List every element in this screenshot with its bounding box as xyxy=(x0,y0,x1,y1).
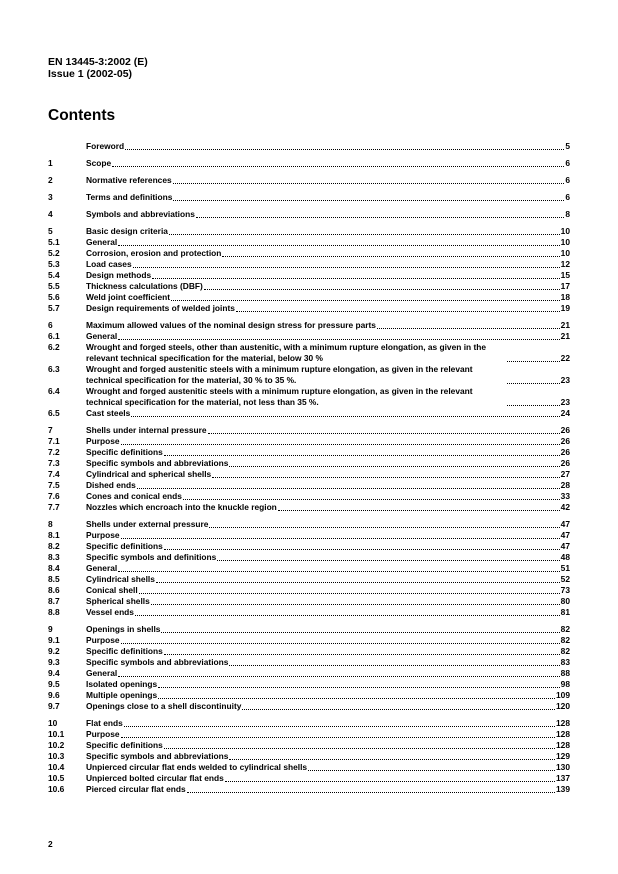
toc-entry-number: 5.1 xyxy=(48,237,60,247)
issue-label: Issue 1 (2002-05) xyxy=(48,68,133,80)
toc-entry[interactable] xyxy=(48,530,570,541)
toc-entry-title: Conical shell xyxy=(86,585,138,595)
toc-entry-number: 8 xyxy=(48,519,53,529)
toc-dot-leader xyxy=(152,278,560,279)
toc-dot-leader xyxy=(164,549,560,550)
toc-entry-number: 7.7 xyxy=(48,502,60,512)
toc-entry-title: Foreword xyxy=(86,141,125,151)
toc-entry-title: Openings in shells xyxy=(86,624,161,634)
table-of-contents xyxy=(48,141,570,795)
toc-entry-page: 47 xyxy=(560,530,570,540)
toc-entry[interactable] xyxy=(48,585,570,596)
toc-entry-number: 9 xyxy=(48,624,53,634)
toc-entry-page: 27 xyxy=(560,469,570,479)
toc-entry-title: Wrought and forged austenitic steels with a minimum rupture elongation, as given in the relevant technical specification for the material, 30 % to 35 %. xyxy=(86,364,473,385)
toc-entry-title: Basic design criteria xyxy=(86,226,168,236)
toc-dot-leader xyxy=(121,538,560,539)
toc-entry-page: 23 xyxy=(560,375,570,385)
standard-reference: EN 13445-3:2002 (E) xyxy=(48,56,148,68)
toc-entry[interactable] xyxy=(48,469,570,480)
toc-entry-number: 10.3 xyxy=(48,751,65,761)
toc-dot-leader xyxy=(118,571,559,572)
toc-entry-page: 88 xyxy=(560,668,570,678)
toc-entry-page: 26 xyxy=(560,458,570,468)
toc-entry-page: 129 xyxy=(556,751,570,761)
toc-entry-number: 8.7 xyxy=(48,596,60,606)
toc-entry-title: Corrosion, erosion and protection xyxy=(86,248,222,258)
toc-entry-page: 21 xyxy=(560,331,570,341)
toc-entry-number: 7.5 xyxy=(48,480,60,490)
toc-entry-number: 6.4 xyxy=(48,386,60,396)
toc-entry-title: Cylindrical shells xyxy=(86,574,155,584)
toc-entry[interactable] xyxy=(48,292,570,303)
toc-entry[interactable] xyxy=(48,646,570,657)
toc-entry-title: Cylindrical and spherical shells xyxy=(86,469,212,479)
toc-entry-page: 120 xyxy=(556,701,570,711)
toc-entry-title: Purpose xyxy=(86,530,120,540)
toc-entry-number: 10.5 xyxy=(48,773,65,783)
toc-entry[interactable] xyxy=(48,690,570,701)
toc-dot-leader xyxy=(208,433,560,434)
toc-entry-number: 7.1 xyxy=(48,436,60,446)
toc-dot-leader xyxy=(222,256,559,257)
toc-entry[interactable] xyxy=(48,635,570,646)
toc-entry[interactable] xyxy=(48,226,570,237)
toc-entry-title: Spherical shells xyxy=(86,596,150,606)
toc-entry-page: 52 xyxy=(560,574,570,584)
toc-entry-title: Purpose xyxy=(86,635,120,645)
toc-entry-page: 128 xyxy=(556,740,570,750)
toc-dot-leader xyxy=(278,510,560,511)
toc-dot-leader xyxy=(507,405,560,406)
toc-entry[interactable] xyxy=(48,331,570,342)
toc-entry-title: Nozzles which encroach into the knuckle region xyxy=(86,502,277,512)
toc-entry-number: 5.4 xyxy=(48,270,60,280)
toc-entry-page: 17 xyxy=(560,281,570,291)
toc-entry[interactable] xyxy=(48,425,570,436)
toc-dot-leader xyxy=(236,311,560,312)
toc-entry-title: Cones and conical ends xyxy=(86,491,182,501)
toc-entry-title: Cast steels xyxy=(86,408,131,418)
toc-entry-page: 130 xyxy=(556,762,570,772)
toc-dot-leader xyxy=(121,444,560,445)
page-number: 2 xyxy=(48,839,53,849)
toc-entry-page: 23 xyxy=(560,397,570,407)
toc-entry[interactable] xyxy=(48,259,570,270)
toc-entry-title: Shells under external pressure xyxy=(86,519,209,529)
toc-entry-number: 7.2 xyxy=(48,447,60,457)
toc-entry-page: 26 xyxy=(560,436,570,446)
toc-entry[interactable] xyxy=(48,574,570,585)
toc-dot-leader xyxy=(209,527,559,528)
toc-entry-number: 7.6 xyxy=(48,491,60,501)
toc-entry[interactable] xyxy=(48,248,570,259)
toc-entry-page: 98 xyxy=(560,679,570,689)
toc-entry-title: Specific definitions xyxy=(86,646,163,656)
toc-dot-leader xyxy=(196,217,564,218)
toc-entry-title: Thickness calculations (DBF) xyxy=(86,281,203,291)
toc-entry[interactable] xyxy=(48,270,570,281)
toc-entry-number: 8.3 xyxy=(48,552,60,562)
toc-entry-title: General xyxy=(86,237,118,247)
toc-dot-leader xyxy=(118,245,559,246)
toc-entry[interactable] xyxy=(48,436,570,447)
toc-dot-leader xyxy=(158,687,559,688)
toc-dot-leader xyxy=(204,289,560,290)
page-title: Contents xyxy=(48,107,116,124)
toc-entry[interactable] xyxy=(48,563,570,574)
toc-entry-number: 6 xyxy=(48,320,53,330)
toc-entry-page: 6 xyxy=(565,158,570,168)
toc-entry-title: Dished ends xyxy=(86,480,136,490)
toc-entry-title: Specific symbols and abbreviations xyxy=(86,458,229,468)
toc-entry-number: 6.2 xyxy=(48,342,60,352)
toc-entry-title: Specific symbols and abbreviations xyxy=(86,657,229,667)
toc-entry-number: 4 xyxy=(48,209,53,219)
toc-entry-title: Terms and definitions xyxy=(86,192,173,202)
toc-entry-page: 12 xyxy=(560,259,570,269)
toc-entry-page: 10 xyxy=(560,248,570,258)
toc-entry[interactable] xyxy=(48,158,570,169)
toc-entry-title: Vessel ends xyxy=(86,607,134,617)
toc-dot-leader xyxy=(173,200,564,201)
toc-entry-title: Pierced circular flat ends xyxy=(86,784,186,794)
toc-entry[interactable] xyxy=(48,552,570,563)
toc-entry-page: 15 xyxy=(560,270,570,280)
toc-dot-leader xyxy=(139,593,560,594)
toc-entry-title: Design methods xyxy=(86,270,152,280)
toc-entry[interactable] xyxy=(48,320,570,331)
toc-entry-number: 6.3 xyxy=(48,364,60,374)
toc-entry-page: 5 xyxy=(565,141,570,151)
toc-entry-number: 8.6 xyxy=(48,585,60,595)
toc-entry-title: Weld joint coefficient xyxy=(86,292,171,302)
toc-entry[interactable] xyxy=(48,386,570,408)
toc-dot-leader xyxy=(308,770,555,771)
toc-entry-title: Purpose xyxy=(86,436,120,446)
toc-entry-page: 26 xyxy=(560,447,570,457)
toc-entry-page: 10 xyxy=(560,226,570,236)
toc-dot-leader xyxy=(377,328,560,329)
toc-entry-page: 28 xyxy=(560,480,570,490)
toc-entry-title: Specific definitions xyxy=(86,740,163,750)
toc-entry[interactable] xyxy=(48,480,570,491)
toc-dot-leader xyxy=(124,726,555,727)
toc-entry-number: 5.7 xyxy=(48,303,60,313)
toc-entry[interactable] xyxy=(48,740,570,751)
toc-entry-number: 9.6 xyxy=(48,690,60,700)
toc-entry-number: 5.6 xyxy=(48,292,60,302)
toc-dot-leader xyxy=(229,466,559,467)
toc-entry-title: Maximum allowed values of the nominal design stress for pressure parts xyxy=(86,320,376,330)
toc-dot-leader xyxy=(173,183,565,184)
toc-entry[interactable] xyxy=(48,491,570,502)
toc-entry-number: 8.5 xyxy=(48,574,60,584)
toc-entry-number: 9.2 xyxy=(48,646,60,656)
toc-entry[interactable] xyxy=(48,679,570,690)
toc-entry-page: 51 xyxy=(560,563,570,573)
toc-entry[interactable] xyxy=(48,237,570,248)
toc-dot-leader xyxy=(158,698,555,699)
toc-entry[interactable] xyxy=(48,519,570,530)
toc-entry-page: 73 xyxy=(560,585,570,595)
toc-entry-page: 82 xyxy=(560,635,570,645)
toc-entry-page: 21 xyxy=(560,320,570,330)
toc-entry-page: 8 xyxy=(565,209,570,219)
toc-dot-leader xyxy=(507,361,560,362)
toc-entry-title: Unpierced circular flat ends welded to cylindrical shells xyxy=(86,762,308,772)
toc-entry-title: Multiple openings xyxy=(86,690,158,700)
toc-entry-number: 5.2 xyxy=(48,248,60,258)
toc-entry-number: 10.2 xyxy=(48,740,65,750)
toc-entry-page: 139 xyxy=(556,784,570,794)
toc-entry[interactable] xyxy=(48,751,570,762)
toc-entry-page: 6 xyxy=(565,192,570,202)
toc-entry-title: General xyxy=(86,331,118,341)
toc-entry-number: 1 xyxy=(48,158,53,168)
toc-entry[interactable] xyxy=(48,596,570,607)
toc-entry[interactable] xyxy=(48,303,570,314)
toc-dot-leader xyxy=(112,166,564,167)
toc-entry[interactable] xyxy=(48,192,570,203)
toc-entry-page: 26 xyxy=(560,425,570,435)
toc-entry[interactable] xyxy=(48,624,570,635)
toc-entry-number: 7.3 xyxy=(48,458,60,468)
toc-entry-number: 10.1 xyxy=(48,729,65,739)
toc-entry[interactable] xyxy=(48,175,570,186)
toc-entry-number: 5 xyxy=(48,226,53,236)
toc-entry-number: 7.4 xyxy=(48,469,60,479)
toc-dot-leader xyxy=(225,781,555,782)
toc-entry-number: 10.6 xyxy=(48,784,65,794)
toc-entry[interactable] xyxy=(48,502,570,513)
toc-entry-page: 47 xyxy=(560,541,570,551)
toc-dot-leader xyxy=(187,792,555,793)
toc-entry-title: Isolated openings xyxy=(86,679,158,689)
toc-entry-title: Specific definitions xyxy=(86,541,163,551)
toc-dot-leader xyxy=(507,383,560,384)
toc-entry[interactable] xyxy=(48,762,570,773)
toc-entry-number: 8.2 xyxy=(48,541,60,551)
toc-dot-leader xyxy=(125,149,564,150)
toc-entry-number: 2 xyxy=(48,175,53,185)
toc-entry-page: 33 xyxy=(560,491,570,501)
toc-entry[interactable] xyxy=(48,541,570,552)
toc-entry-number: 5.5 xyxy=(48,281,60,291)
toc-entry-number: 10 xyxy=(48,718,58,728)
toc-entry[interactable] xyxy=(48,408,570,419)
toc-entry-page: 109 xyxy=(556,690,570,700)
toc-entry-page: 24 xyxy=(560,408,570,418)
toc-entry-title: Specific definitions xyxy=(86,447,163,457)
toc-dot-leader xyxy=(229,665,559,666)
toc-entry-page: 82 xyxy=(560,646,570,656)
toc-dot-leader xyxy=(164,654,560,655)
toc-entry[interactable] xyxy=(48,718,570,729)
toc-entry-page: 6 xyxy=(565,175,570,185)
toc-entry-page: 137 xyxy=(556,773,570,783)
toc-dot-leader xyxy=(151,604,560,605)
toc-dot-leader xyxy=(229,759,555,760)
toc-entry-number: 9.3 xyxy=(48,657,60,667)
toc-entry-page: 19 xyxy=(560,303,570,313)
toc-entry-number: 8.8 xyxy=(48,607,60,617)
toc-entry[interactable] xyxy=(48,458,570,469)
toc-entry-title: Purpose xyxy=(86,729,120,739)
toc-entry-page: 42 xyxy=(560,502,570,512)
toc-entry[interactable] xyxy=(48,729,570,740)
toc-entry-title: Openings close to a shell discontinuity xyxy=(86,701,242,711)
toc-entry-title: Wrought and forged austenitic steels with a minimum rupture elongation, as given in the relevant technical specification for the material, not less than 35 %. xyxy=(86,386,473,407)
toc-entry-page: 18 xyxy=(560,292,570,302)
toc-entry-page: 81 xyxy=(560,607,570,617)
toc-entry-number: 7 xyxy=(48,425,53,435)
toc-entry-number: 5.3 xyxy=(48,259,60,269)
toc-entry-title: Specific symbols and definitions xyxy=(86,552,217,562)
toc-entry-page: 22 xyxy=(560,353,570,363)
toc-entry-number: 6.1 xyxy=(48,331,60,341)
toc-entry-page: 128 xyxy=(556,718,570,728)
toc-entry-title: General xyxy=(86,563,118,573)
toc-dot-leader xyxy=(121,737,556,738)
toc-entry[interactable] xyxy=(48,657,570,668)
toc-entry-number: 10.4 xyxy=(48,762,65,772)
toc-dot-leader xyxy=(242,709,555,710)
toc-entry-title: Normative references xyxy=(86,175,172,185)
toc-entry[interactable] xyxy=(48,784,570,795)
toc-entry-number: 3 xyxy=(48,192,53,202)
toc-entry-number: 9.7 xyxy=(48,701,60,711)
toc-entry-title: General xyxy=(86,668,118,678)
toc-entry-number: 8.1 xyxy=(48,530,60,540)
toc-dot-leader xyxy=(118,339,559,340)
toc-dot-leader xyxy=(212,477,559,478)
toc-dot-leader xyxy=(137,488,560,489)
toc-entry-number: 9.5 xyxy=(48,679,60,689)
toc-dot-leader xyxy=(135,615,560,616)
toc-entry-title: Symbols and abbreviations xyxy=(86,209,195,219)
toc-entry-page: 48 xyxy=(560,552,570,562)
toc-entry-title: Scope xyxy=(86,158,112,168)
toc-entry[interactable] xyxy=(48,281,570,292)
toc-entry-title: Unpierced bolted circular flat ends xyxy=(86,773,224,783)
toc-entry-number: 9.4 xyxy=(48,668,60,678)
toc-entry-page: 82 xyxy=(560,624,570,634)
toc-entry-number: 6.5 xyxy=(48,408,60,418)
toc-entry[interactable] xyxy=(48,342,570,364)
toc-dot-leader xyxy=(161,632,559,633)
toc-entry-page: 47 xyxy=(560,519,570,529)
toc-dot-leader xyxy=(217,560,559,561)
toc-entry-number: 9.1 xyxy=(48,635,60,645)
toc-entry[interactable] xyxy=(48,773,570,784)
toc-dot-leader xyxy=(118,676,559,677)
toc-entry-title: Load cases xyxy=(86,259,132,269)
toc-entry-title: Design requirements of welded joints xyxy=(86,303,235,313)
toc-entry[interactable] xyxy=(48,209,570,220)
toc-entry[interactable] xyxy=(48,447,570,458)
toc-dot-leader xyxy=(183,499,560,500)
toc-dot-leader xyxy=(121,643,560,644)
toc-entry-page: 80 xyxy=(560,596,570,606)
toc-dot-leader xyxy=(164,748,555,749)
toc-entry-number: 8.4 xyxy=(48,563,60,573)
toc-entry[interactable] xyxy=(48,607,570,618)
toc-entry[interactable] xyxy=(48,668,570,679)
toc-entry[interactable] xyxy=(48,701,570,712)
toc-entry[interactable] xyxy=(48,364,570,386)
toc-entry-title: Wrought and forged steels, other than austenitic, with a minimum rupture elongation, as given in the relevant technical specification for the material, below 30 % xyxy=(86,342,487,363)
toc-entry-title: Flat ends xyxy=(86,718,123,728)
toc-entry-title: Shells under internal pressure xyxy=(86,425,207,435)
toc-entry-page: 128 xyxy=(556,729,570,739)
toc-entry-page: 10 xyxy=(560,237,570,247)
toc-dot-leader xyxy=(133,267,560,268)
toc-dot-leader xyxy=(156,582,560,583)
toc-dot-leader xyxy=(164,455,560,456)
toc-dot-leader xyxy=(171,300,560,301)
toc-dot-leader xyxy=(131,416,559,417)
toc-dot-leader xyxy=(169,234,560,235)
toc-entry-title: Specific symbols and abbreviations xyxy=(86,751,229,761)
toc-entry[interactable] xyxy=(48,141,570,152)
toc-entry-page: 83 xyxy=(560,657,570,667)
